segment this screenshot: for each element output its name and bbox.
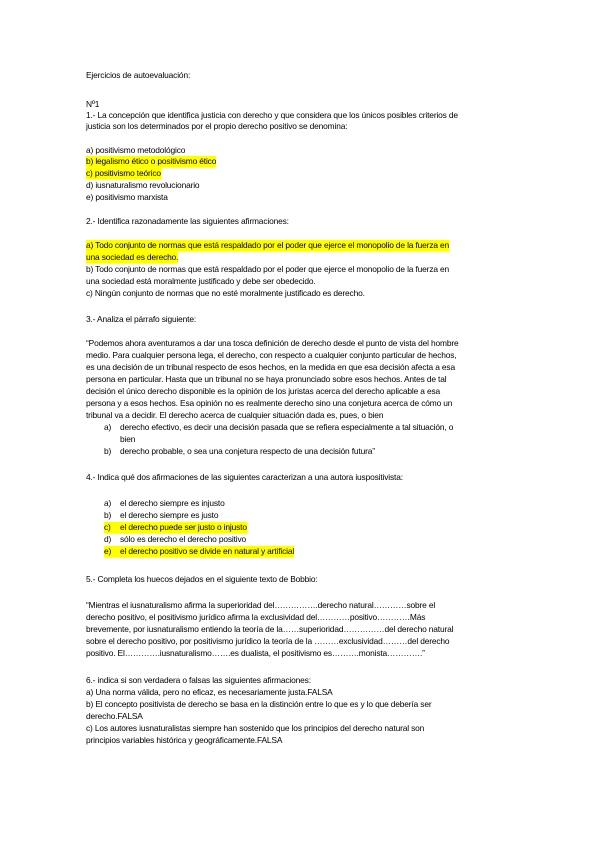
q6-b-line1: b) El concepto positivista de derecho se basa en la distinción entre lo que es y lo que debería ser: [86, 699, 432, 709]
q6-stem: 6.- indica si son verdadera o falsas las siguientes afirmaciones:: [86, 675, 311, 685]
q4-item-d: sólo es derecho el derecho positivo: [120, 534, 247, 544]
q1-option-a: a) positivismo metodológico: [86, 145, 186, 155]
q3-para-line: medio. Para cualquier persona lega, el derecho, con respecto a cualquier conjunto particular de hechos,: [86, 350, 457, 360]
q2-b-line1: b) Todo conjunto de normas que está respaldado por el poder que ejerce el monopolio de la fuerza en: [86, 264, 450, 274]
q3-stem: 3.- Analiza el párrafo siguiente:: [86, 314, 197, 324]
q2-a-line2: una sociedad es derecho.: [86, 252, 179, 262]
q6-c-line2: principios variables histórica y geográficamente.FALSA: [86, 735, 283, 745]
q1-option-e: e) positivismo marxista: [86, 192, 168, 202]
q3-sub-a-marker: a): [104, 422, 112, 432]
q5-para-line: sobre el derecho positivo, por positivismo jurídico la teoría de la ………exclusividad………del derecho: [86, 636, 450, 646]
q2-b-line2: una sociedad está moralmente justificado y debe ser obedecido.: [86, 276, 316, 286]
q3-para-line: persona en particular. Hasta que un tribunal no se haya pronunciado sobre esos hechos. Antes de tal: [86, 374, 447, 384]
exercise-title: Ejercicios de autoevaluación:: [86, 70, 191, 80]
q6-c-line1: c) Los autores iusnaturalistas siempre han sostenido que los principios del derecho natural son: [86, 723, 425, 733]
q4-item-c: el derecho puede ser justo o injusto: [120, 522, 247, 532]
q2-c-line1: c) Ningún conjunto de normas que no esté moralmente justificado es derecho.: [86, 288, 365, 298]
q3-sub-a-line1: derecho efectivo, es decir una decisión pasada que se refiera especialmente a tal situación, o: [120, 422, 454, 432]
q3-sub-b: derecho probable, o sea una conjetura respecto de una decisión futura”: [120, 446, 375, 456]
q3-para-line: decisión el único derecho disponible es la opinión de los juristas acerca del derecho aplicable a esa: [86, 386, 441, 396]
q1-option-b: b) legalismo ético o positivismo ético: [86, 156, 217, 166]
q3-sub-b-marker: b): [104, 446, 112, 456]
q6-a: a) Una norma válida, pero no eficaz, es necesariamente justa.FALSA: [86, 687, 333, 697]
q4-item-a-marker: a): [104, 498, 112, 508]
q3-para-line: persona y a esos hechos. Esa opinión no es realmente derecho sino una conjetura acerca de cómo un: [86, 398, 453, 408]
q3-para-line: es una decisión de un tribunal respecto de esos hechos, en la medida en que esa decisión afecta a esa: [86, 362, 455, 372]
q5-para-line: “Mientras el iusnaturalismo afirma la superioridad del…………….derecho natural…………sobre el: [86, 600, 436, 610]
q5-stem: 5.- Completa los huecos dejados en el siguiente texto de Bobbio:: [86, 574, 318, 584]
q4-item-a: el derecho siempre es injusto: [120, 498, 225, 508]
q3-para-line: “Podemos ahora aventuramos a dar una tosca definición de derecho desde el punto de vista del hombre: [86, 338, 459, 348]
q4-item-e-marker: e): [104, 546, 120, 557]
q3-sub-a-line2: bien: [120, 434, 136, 444]
q1-stem-line2: justicia son los determinados por el propio derecho positivo se denomina:: [86, 121, 348, 131]
q4-item-b-marker: b): [104, 510, 112, 520]
q4-stem: 4.- Indica qué dos afirmaciones de las siguientes caracterizan a una autora iuspositivista:: [86, 472, 403, 482]
q1-stem-line1: 1.- La concepción que identifica justicia con derecho y que considera que los únicos posibles criterios de: [86, 110, 458, 120]
q4-item-c-marker: c): [104, 522, 120, 533]
q5-para-line: positivo. El………….iusnaturalismo…….es dualista, el positivismo es……….monista………….”: [86, 648, 425, 658]
q1-option-c: c) positivismo teórico: [86, 168, 161, 178]
q4-item-b: el derecho siempre es justo: [120, 510, 219, 520]
q1-option-d: d) iusnaturalismo revolucionario: [86, 180, 200, 190]
q2-a-line1: a) Todo conjunto de normas que está respaldado por el poder que ejerce el monopolio de la fuerza en: [86, 240, 450, 250]
exercise-number: Nº1: [86, 99, 100, 109]
q4-item-d-marker: d): [104, 534, 112, 544]
q3-para-line: tribunal va a decidir. El derecho acerca de cualquier situación dada es, pues, o bien: [86, 410, 384, 420]
q4-item-e: el derecho positivo se divide en natural y artificial: [120, 546, 295, 556]
q6-b-line2: derecho.FALSA: [86, 711, 143, 721]
q5-para-line: brevemente, por iusnaturalismo entiendo la teoría de la……superioridad……………del derecho natural: [86, 624, 454, 634]
q5-para-line: derecho positivo, el positivismo jurídico afirma la exclusividad del…………positivo…………Más: [86, 612, 426, 622]
q2-stem: 2.- Identifica razonadamente las siguientes afirmaciones:: [86, 216, 289, 226]
